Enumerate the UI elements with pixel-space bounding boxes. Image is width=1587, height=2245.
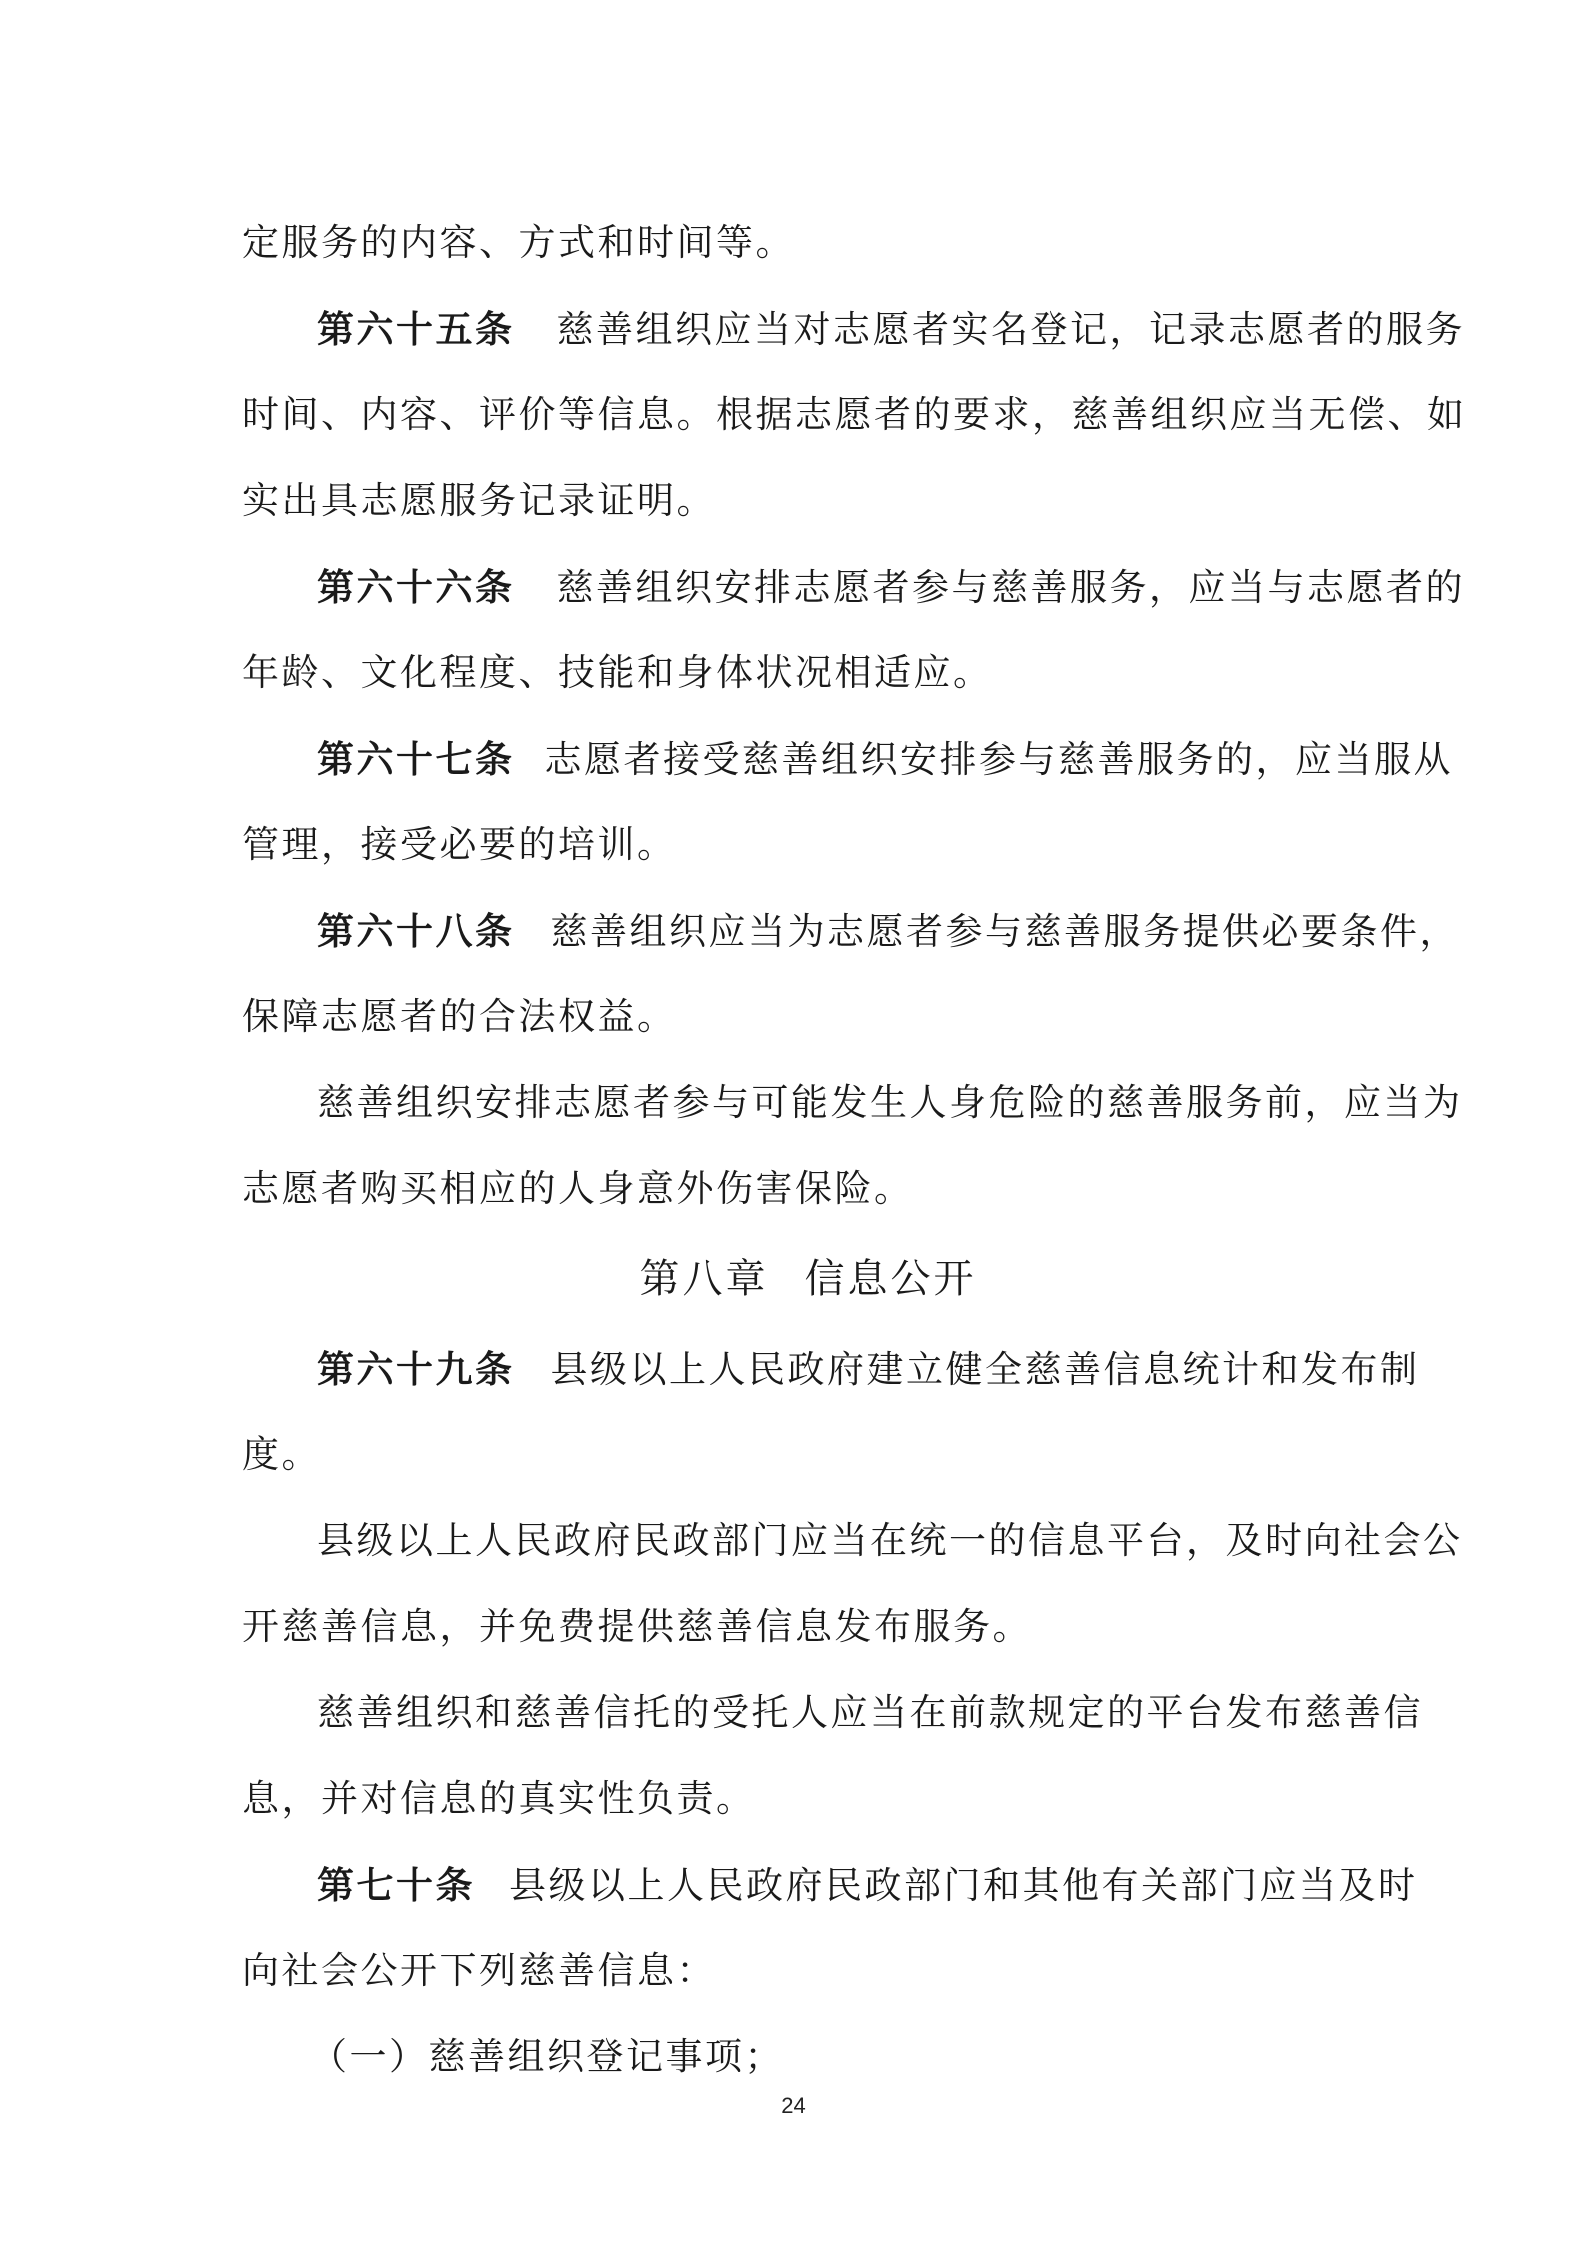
list-item: （一）慈善组织登记事项； (310, 2035, 784, 2078)
text-line: 时间、内容、评价等信息。根据志愿者的要求，慈善组织应当无偿、如 (242, 393, 1467, 436)
text-line: 定服务的内容、方式和时间等。 (242, 221, 795, 264)
text-line: 县级以上人民政府民政部门应当在统一的信息平台，及时向社会公 (317, 1519, 1463, 1562)
document-body (242, 200, 1467, 2100)
article-text: 慈善组织安排志愿者参与慈善服务，应当与志愿者的 (556, 566, 1465, 609)
article-70 (242, 1842, 1418, 1928)
article-number: 第六十七条 (317, 737, 515, 781)
article-number: 第六十九条 (317, 1347, 515, 1391)
text-line: 慈善组织和慈善信托的受托人应当在前款规定的平台发布慈善信 (317, 1691, 1423, 1734)
article-65 (242, 286, 1465, 372)
article-text: 志愿者接受慈善组织安排参与慈善服务的，应当服从 (544, 738, 1453, 781)
article-number: 第六十六条 (317, 565, 515, 609)
text-line: 实出具志愿服务记录证明。 (242, 479, 716, 522)
text-line: 管理，接受必要的培训。 (242, 823, 677, 866)
text-line: 向社会公开下列慈善信息： (242, 1949, 716, 1992)
chapter-title: 信息公开 (804, 1256, 977, 1302)
page-number: 24 (781, 2093, 806, 2118)
article-text: 县级以上人民政府民政部门和其他有关部门应当及时 (509, 1864, 1418, 1907)
text-line: 慈善组织安排志愿者参与可能发生人身危险的慈善服务前，应当为 (317, 1081, 1463, 1124)
article-text: 慈善组织应当对志愿者实名登记，记录志愿者的服务 (556, 308, 1465, 351)
text-line: 度。 (242, 1433, 321, 1476)
article-number: 第六十五条 (317, 307, 515, 351)
article-number: 第七十条 (317, 1863, 475, 1907)
text-line: 息，并对信息的真实性负责。 (242, 1777, 756, 1820)
text-line: 保障志愿者的合法权益。 (242, 995, 677, 1038)
text-line: 开慈善信息，并免费提供慈善信息发布服务。 (242, 1605, 1032, 1648)
article-66 (242, 544, 1465, 630)
text-line: 志愿者购买相应的人身意外伤害保险。 (242, 1167, 914, 1210)
chapter-heading (242, 1236, 1374, 1322)
article-text: 慈善组织应当为志愿者参与慈善服务提供必要条件， (550, 910, 1459, 953)
article-68 (242, 888, 1459, 974)
text-line: 年龄、文化程度、技能和身体状况相适应。 (242, 651, 993, 694)
article-text: 县级以上人民政府建立健全慈善信息统计和发布制 (550, 1348, 1420, 1391)
article-69 (242, 1326, 1420, 1412)
article-number: 第六十八条 (317, 909, 515, 953)
chapter-number: 第八章 (639, 1256, 769, 1302)
article-67 (242, 716, 1453, 802)
